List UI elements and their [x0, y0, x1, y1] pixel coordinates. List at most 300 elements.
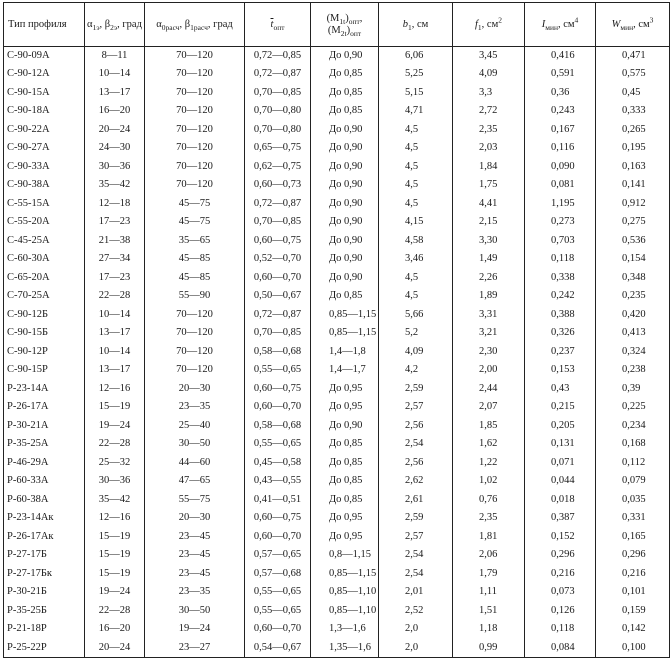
- cell-w-min: 0,101: [596, 583, 670, 602]
- cell-m-opt: До 0,85: [311, 65, 379, 84]
- cell-b1: 4,58: [379, 232, 453, 251]
- cell-i-min: 0,387: [525, 509, 596, 528]
- cell-t-opt: 0,72—0,87: [245, 195, 311, 214]
- cell-t-opt: 0,55—0,65: [245, 361, 311, 380]
- header-f1: $f_1$, $см^2$: [453, 3, 525, 47]
- cell-f1: 1,75: [453, 176, 525, 195]
- cell-b1: 2,59: [379, 509, 453, 528]
- cell-i-min: 0,071: [525, 454, 596, 473]
- table-body: [4, 47, 670, 658]
- cell-alpha0-beta1: 55—90: [145, 287, 245, 306]
- cell-i-min: 0,131: [525, 435, 596, 454]
- cell-w-min: 0,324: [596, 343, 670, 362]
- cell-alpha-beta: 17—23: [85, 213, 145, 232]
- table-row: [4, 583, 670, 602]
- table-row: [4, 380, 670, 399]
- cell-b1: 2,59: [379, 380, 453, 399]
- cell-w-min: 0,225: [596, 398, 670, 417]
- cell-f1: 1,85: [453, 417, 525, 436]
- table-row: [4, 84, 670, 103]
- cell-b1: 5,66: [379, 306, 453, 325]
- cell-i-min: 0,084: [525, 639, 596, 658]
- cell-w-min: 0,265: [596, 121, 670, 140]
- cell-m-opt: 1,4—1,8: [311, 343, 379, 362]
- cell-alpha-beta: 21—38: [85, 232, 145, 251]
- cell-w-min: 0,154: [596, 250, 670, 269]
- cell-profile-type: Р-25-22Р: [4, 639, 85, 658]
- cell-i-min: 0,36: [525, 84, 596, 103]
- cell-t-opt: 0,58—0,68: [245, 417, 311, 436]
- header-alpha0-beta1: $\alpha_{0расч}$, $\beta_{1расч}$, град: [145, 3, 245, 47]
- cell-t-opt: 0,70—0,85: [245, 324, 311, 343]
- table-row: [4, 491, 670, 510]
- cell-w-min: 0,234: [596, 417, 670, 436]
- cell-profile-type: С-90-27А: [4, 139, 85, 158]
- cell-f1: 2,03: [453, 139, 525, 158]
- table-row: [4, 639, 670, 658]
- cell-t-opt: 0,62—0,75: [245, 158, 311, 177]
- cell-alpha-beta: 13—17: [85, 324, 145, 343]
- cell-alpha0-beta1: 25—40: [145, 417, 245, 436]
- cell-m-opt: До 0,90: [311, 250, 379, 269]
- cell-b1: 2,57: [379, 398, 453, 417]
- cell-w-min: 0,235: [596, 287, 670, 306]
- cell-alpha0-beta1: 70—120: [145, 306, 245, 325]
- table-row: [4, 121, 670, 140]
- cell-profile-type: С-90-12А: [4, 65, 85, 84]
- cell-i-min: 0,073: [525, 583, 596, 602]
- cell-profile-type: С-90-15Р: [4, 361, 85, 380]
- cell-profile-type: Р-60-38А: [4, 491, 85, 510]
- table-row: [4, 602, 670, 621]
- cell-alpha-beta: 13—17: [85, 84, 145, 103]
- cell-alpha0-beta1: 20—30: [145, 509, 245, 528]
- cell-alpha0-beta1: 30—50: [145, 602, 245, 621]
- cell-profile-type: С-55-20А: [4, 213, 85, 232]
- cell-w-min: 0,159: [596, 602, 670, 621]
- cell-t-opt: 0,60—0,73: [245, 176, 311, 195]
- cell-profile-type: С-90-09А: [4, 47, 85, 66]
- cell-i-min: 0,273: [525, 213, 596, 232]
- cell-profile-type: С-90-12Б: [4, 306, 85, 325]
- cell-i-min: 0,242: [525, 287, 596, 306]
- cell-i-min: 0,338: [525, 269, 596, 288]
- cell-alpha0-beta1: 45—85: [145, 269, 245, 288]
- cell-t-opt: 0,43—0,55: [245, 472, 311, 491]
- cell-b1: 2,54: [379, 565, 453, 584]
- cell-m-opt: До 0,85: [311, 472, 379, 491]
- cell-m-opt: 0,85—1,15: [311, 565, 379, 584]
- cell-m-opt: До 0,90: [311, 195, 379, 214]
- cell-m-opt: 1,3—1,6: [311, 620, 379, 639]
- cell-alpha0-beta1: 23—35: [145, 398, 245, 417]
- cell-b1: 4,2: [379, 361, 453, 380]
- cell-f1: 1,84: [453, 158, 525, 177]
- cell-f1: 1,02: [453, 472, 525, 491]
- cell-b1: 2,01: [379, 583, 453, 602]
- cell-b1: 4,15: [379, 213, 453, 232]
- cell-m-opt: До 0,85: [311, 287, 379, 306]
- cell-w-min: 0,165: [596, 528, 670, 547]
- cell-alpha-beta: 16—20: [85, 620, 145, 639]
- table-row: [4, 250, 670, 269]
- cell-alpha-beta: 22—28: [85, 435, 145, 454]
- cell-alpha-beta: 22—28: [85, 602, 145, 621]
- cell-profile-type: С-90-12Р: [4, 343, 85, 362]
- cell-f1: 0,99: [453, 639, 525, 658]
- cell-alpha0-beta1: 70—120: [145, 47, 245, 66]
- cell-f1: 2,06: [453, 546, 525, 565]
- table-row: [4, 324, 670, 343]
- cell-f1: 1,49: [453, 250, 525, 269]
- table-row: [4, 472, 670, 491]
- cell-b1: 4,09: [379, 343, 453, 362]
- cell-alpha0-beta1: 45—85: [145, 250, 245, 269]
- table-row: [4, 139, 670, 158]
- cell-profile-type: С-65-20А: [4, 269, 85, 288]
- cell-alpha-beta: 20—24: [85, 121, 145, 140]
- cell-f1: 2,07: [453, 398, 525, 417]
- cell-alpha-beta: 35—42: [85, 176, 145, 195]
- cell-f1: 1,62: [453, 435, 525, 454]
- cell-alpha0-beta1: 70—120: [145, 343, 245, 362]
- cell-alpha0-beta1: 47—65: [145, 472, 245, 491]
- profile-table: [3, 2, 670, 658]
- cell-profile-type: Р-27-17Бк: [4, 565, 85, 584]
- cell-alpha0-beta1: 45—75: [145, 195, 245, 214]
- cell-t-opt: 0,70—0,80: [245, 121, 311, 140]
- cell-i-min: 0,215: [525, 398, 596, 417]
- cell-profile-type: С-90-22А: [4, 121, 85, 140]
- table-row: [4, 361, 670, 380]
- cell-w-min: 0,575: [596, 65, 670, 84]
- cell-i-min: 0,090: [525, 158, 596, 177]
- cell-i-min: 0,43: [525, 380, 596, 399]
- cell-t-opt: 0,72—0,85: [245, 47, 311, 66]
- cell-t-opt: 0,41—0,51: [245, 491, 311, 510]
- cell-i-min: 0,018: [525, 491, 596, 510]
- cell-m-opt: До 0,90: [311, 417, 379, 436]
- cell-f1: 1,89: [453, 287, 525, 306]
- cell-profile-type: Р-35-25Б: [4, 602, 85, 621]
- table-row: [4, 546, 670, 565]
- cell-profile-type: Р-23-14Ак: [4, 509, 85, 528]
- cell-b1: 2,52: [379, 602, 453, 621]
- table-row: [4, 565, 670, 584]
- cell-b1: 2,0: [379, 620, 453, 639]
- cell-m-opt: До 0,90: [311, 139, 379, 158]
- cell-alpha-beta: 16—20: [85, 102, 145, 121]
- cell-alpha-beta: 19—24: [85, 583, 145, 602]
- cell-alpha-beta: 10—14: [85, 306, 145, 325]
- cell-b1: 4,71: [379, 102, 453, 121]
- cell-b1: 2,62: [379, 472, 453, 491]
- cell-t-opt: 0,72—0,87: [245, 306, 311, 325]
- table-row: [4, 454, 670, 473]
- cell-profile-type: С-45-25А: [4, 232, 85, 251]
- cell-t-opt: 0,65—0,75: [245, 139, 311, 158]
- cell-m-opt: 0,85—1,10: [311, 602, 379, 621]
- cell-profile-type: Р-46-29А: [4, 454, 85, 473]
- cell-t-opt: 0,70—0,85: [245, 213, 311, 232]
- cell-w-min: 0,413: [596, 324, 670, 343]
- cell-m-opt: До 0,85: [311, 102, 379, 121]
- cell-profile-type: С-70-25А: [4, 287, 85, 306]
- cell-f1: 2,15: [453, 213, 525, 232]
- cell-t-opt: 0,70—0,80: [245, 102, 311, 121]
- cell-f1: 2,26: [453, 269, 525, 288]
- cell-alpha-beta: 19—24: [85, 417, 145, 436]
- cell-i-min: 0,703: [525, 232, 596, 251]
- cell-w-min: 0,100: [596, 639, 670, 658]
- table-header: [4, 3, 670, 47]
- cell-w-min: 0,141: [596, 176, 670, 195]
- cell-w-min: 0,238: [596, 361, 670, 380]
- profile-data-sheet: [3, 2, 669, 658]
- table-row: [4, 435, 670, 454]
- cell-alpha0-beta1: 70—120: [145, 84, 245, 103]
- cell-f1: 3,31: [453, 306, 525, 325]
- cell-t-opt: 0,60—0,75: [245, 232, 311, 251]
- cell-profile-type: С-60-30А: [4, 250, 85, 269]
- cell-m-opt: До 0,95: [311, 398, 379, 417]
- table-row: [4, 158, 670, 177]
- cell-alpha-beta: 35—42: [85, 491, 145, 510]
- cell-profile-type: Р-35-25А: [4, 435, 85, 454]
- cell-b1: 2,54: [379, 546, 453, 565]
- cell-i-min: 0,118: [525, 620, 596, 639]
- cell-i-min: 1,195: [525, 195, 596, 214]
- cell-i-min: 0,153: [525, 361, 596, 380]
- cell-t-opt: 0,57—0,65: [245, 546, 311, 565]
- cell-profile-type: Р-30-21Б: [4, 583, 85, 602]
- cell-w-min: 0,195: [596, 139, 670, 158]
- table-row: [4, 102, 670, 121]
- cell-profile-type: С-90-15А: [4, 84, 85, 103]
- cell-t-opt: 0,52—0,70: [245, 250, 311, 269]
- cell-m-opt: 0,8—1,15: [311, 546, 379, 565]
- cell-b1: 4,5: [379, 139, 453, 158]
- cell-i-min: 0,044: [525, 472, 596, 491]
- cell-alpha-beta: 30—36: [85, 158, 145, 177]
- cell-f1: 1,81: [453, 528, 525, 547]
- cell-m-opt: 0,85—1,15: [311, 306, 379, 325]
- cell-alpha0-beta1: 35—65: [145, 232, 245, 251]
- cell-m-opt: До 0,95: [311, 528, 379, 547]
- cell-alpha-beta: 8—11: [85, 47, 145, 66]
- cell-m-opt: До 0,90: [311, 176, 379, 195]
- cell-f1: 4,41: [453, 195, 525, 214]
- cell-b1: 3,46: [379, 250, 453, 269]
- header-i-min: $I_{мин}$, $см^4$: [525, 3, 596, 47]
- cell-w-min: 0,216: [596, 565, 670, 584]
- cell-alpha0-beta1: 70—120: [145, 121, 245, 140]
- cell-m-opt: 0,85—1,15: [311, 324, 379, 343]
- table-row: [4, 65, 670, 84]
- table-row: [4, 417, 670, 436]
- cell-w-min: 0,333: [596, 102, 670, 121]
- cell-b1: 6,06: [379, 47, 453, 66]
- cell-alpha0-beta1: 23—35: [145, 583, 245, 602]
- cell-f1: 4,09: [453, 65, 525, 84]
- cell-b1: 2,0: [379, 639, 453, 658]
- cell-f1: 2,35: [453, 509, 525, 528]
- cell-i-min: 0,081: [525, 176, 596, 195]
- cell-t-opt: 0,45—0,58: [245, 454, 311, 473]
- cell-alpha0-beta1: 55—75: [145, 491, 245, 510]
- cell-alpha-beta: 24—30: [85, 139, 145, 158]
- cell-m-opt: До 0,90: [311, 158, 379, 177]
- cell-profile-type: Р-26-17Ак: [4, 528, 85, 547]
- cell-w-min: 0,163: [596, 158, 670, 177]
- table-row: [4, 269, 670, 288]
- cell-b1: 2,57: [379, 528, 453, 547]
- cell-w-min: 0,912: [596, 195, 670, 214]
- cell-alpha-beta: 12—16: [85, 380, 145, 399]
- cell-profile-type: С-90-18А: [4, 102, 85, 121]
- table-row: [4, 176, 670, 195]
- cell-f1: 1,51: [453, 602, 525, 621]
- cell-profile-type: Р-27-17Б: [4, 546, 85, 565]
- cell-m-opt: До 0,90: [311, 213, 379, 232]
- cell-alpha-beta: 12—18: [85, 195, 145, 214]
- cell-alpha-beta: 30—36: [85, 472, 145, 491]
- cell-i-min: 0,237: [525, 343, 596, 362]
- cell-i-min: 0,167: [525, 121, 596, 140]
- cell-alpha0-beta1: 70—120: [145, 324, 245, 343]
- cell-alpha-beta: 20—24: [85, 639, 145, 658]
- cell-alpha0-beta1: 20—30: [145, 380, 245, 399]
- cell-profile-type: Р-26-17А: [4, 398, 85, 417]
- cell-alpha0-beta1: 45—75: [145, 213, 245, 232]
- cell-profile-type: С-90-33А: [4, 158, 85, 177]
- cell-m-opt: До 0,95: [311, 380, 379, 399]
- cell-m-opt: До 0,90: [311, 269, 379, 288]
- cell-t-opt: 0,60—0,75: [245, 509, 311, 528]
- cell-t-opt: 0,60—0,70: [245, 528, 311, 547]
- cell-w-min: 0,142: [596, 620, 670, 639]
- cell-m-opt: До 0,85: [311, 491, 379, 510]
- table-row: [4, 398, 670, 417]
- table-row: [4, 306, 670, 325]
- cell-alpha0-beta1: 19—24: [145, 620, 245, 639]
- cell-w-min: 0,471: [596, 47, 670, 66]
- cell-i-min: 0,152: [525, 528, 596, 547]
- table-row: [4, 528, 670, 547]
- cell-f1: 2,72: [453, 102, 525, 121]
- cell-b1: 2,54: [379, 435, 453, 454]
- cell-f1: 1,18: [453, 620, 525, 639]
- cell-alpha-beta: 12—16: [85, 509, 145, 528]
- cell-alpha0-beta1: 30—50: [145, 435, 245, 454]
- cell-t-opt: 0,55—0,65: [245, 602, 311, 621]
- cell-f1: 1,11: [453, 583, 525, 602]
- cell-alpha-beta: 15—19: [85, 546, 145, 565]
- cell-m-opt: До 0,90: [311, 47, 379, 66]
- cell-alpha0-beta1: 70—120: [145, 158, 245, 177]
- header-profile-type: Тип профиля: [4, 3, 85, 47]
- header-alpha-beta: $\alpha_{1э}$, $\beta_{2э}$, град: [85, 3, 145, 47]
- cell-m-opt: До 0,85: [311, 454, 379, 473]
- cell-profile-type: С-90-15Б: [4, 324, 85, 343]
- cell-b1: 2,56: [379, 417, 453, 436]
- cell-alpha-beta: 22—28: [85, 287, 145, 306]
- cell-w-min: 0,112: [596, 454, 670, 473]
- cell-alpha-beta: 10—14: [85, 65, 145, 84]
- cell-profile-type: Р-60-33А: [4, 472, 85, 491]
- cell-i-min: 0,216: [525, 565, 596, 584]
- cell-f1: 2,44: [453, 380, 525, 399]
- cell-f1: 1,22: [453, 454, 525, 473]
- cell-t-opt: 0,55—0,65: [245, 583, 311, 602]
- header-t-opt: $\overline{t}_{опт}$: [245, 3, 311, 47]
- cell-i-min: 0,116: [525, 139, 596, 158]
- cell-alpha-beta: 25—32: [85, 454, 145, 473]
- cell-alpha-beta: 13—17: [85, 361, 145, 380]
- cell-m-opt: 1,35—1,6: [311, 639, 379, 658]
- cell-m-opt: До 0,90: [311, 121, 379, 140]
- cell-b1: 2,56: [379, 454, 453, 473]
- cell-m-opt: До 0,95: [311, 509, 379, 528]
- cell-w-min: 0,348: [596, 269, 670, 288]
- table-row: [4, 47, 670, 66]
- cell-t-opt: 0,60—0,70: [245, 269, 311, 288]
- cell-i-min: 0,118: [525, 250, 596, 269]
- cell-alpha0-beta1: 23—45: [145, 528, 245, 547]
- cell-t-opt: 0,60—0,70: [245, 620, 311, 639]
- table-row: [4, 232, 670, 251]
- cell-w-min: 0,296: [596, 546, 670, 565]
- header-m-opt: $(M_{1t})_{опт}$, $(M_{2t})_{опт}$: [311, 3, 379, 47]
- cell-f1: 2,00: [453, 361, 525, 380]
- cell-i-min: 0,591: [525, 65, 596, 84]
- cell-f1: 2,35: [453, 121, 525, 140]
- cell-alpha0-beta1: 70—120: [145, 361, 245, 380]
- cell-i-min: 0,388: [525, 306, 596, 325]
- cell-f1: 3,30: [453, 232, 525, 251]
- cell-alpha-beta: 15—19: [85, 398, 145, 417]
- cell-profile-type: Р-30-21А: [4, 417, 85, 436]
- cell-alpha0-beta1: 70—120: [145, 102, 245, 121]
- cell-alpha0-beta1: 70—120: [145, 65, 245, 84]
- cell-w-min: 0,275: [596, 213, 670, 232]
- cell-alpha-beta: 10—14: [85, 343, 145, 362]
- cell-i-min: 0,416: [525, 47, 596, 66]
- cell-f1: 3,45: [453, 47, 525, 66]
- cell-alpha-beta: 15—19: [85, 565, 145, 584]
- cell-t-opt: 0,57—0,68: [245, 565, 311, 584]
- cell-alpha-beta: 27—34: [85, 250, 145, 269]
- cell-alpha-beta: 15—19: [85, 528, 145, 547]
- cell-m-opt: 0,85—1,10: [311, 583, 379, 602]
- cell-w-min: 0,079: [596, 472, 670, 491]
- cell-w-min: 0,168: [596, 435, 670, 454]
- cell-t-opt: 0,72—0,87: [245, 65, 311, 84]
- cell-alpha0-beta1: 70—120: [145, 176, 245, 195]
- table-row: [4, 343, 670, 362]
- cell-i-min: 0,243: [525, 102, 596, 121]
- cell-w-min: 0,035: [596, 491, 670, 510]
- cell-f1: 0,76: [453, 491, 525, 510]
- cell-w-min: 0,331: [596, 509, 670, 528]
- cell-m-opt: До 0,85: [311, 84, 379, 103]
- cell-f1: 3,3: [453, 84, 525, 103]
- cell-t-opt: 0,55—0,65: [245, 435, 311, 454]
- cell-profile-type: Р-21-18Р: [4, 620, 85, 639]
- cell-profile-type: Р-23-14А: [4, 380, 85, 399]
- cell-i-min: 0,296: [525, 546, 596, 565]
- cell-b1: 5,25: [379, 65, 453, 84]
